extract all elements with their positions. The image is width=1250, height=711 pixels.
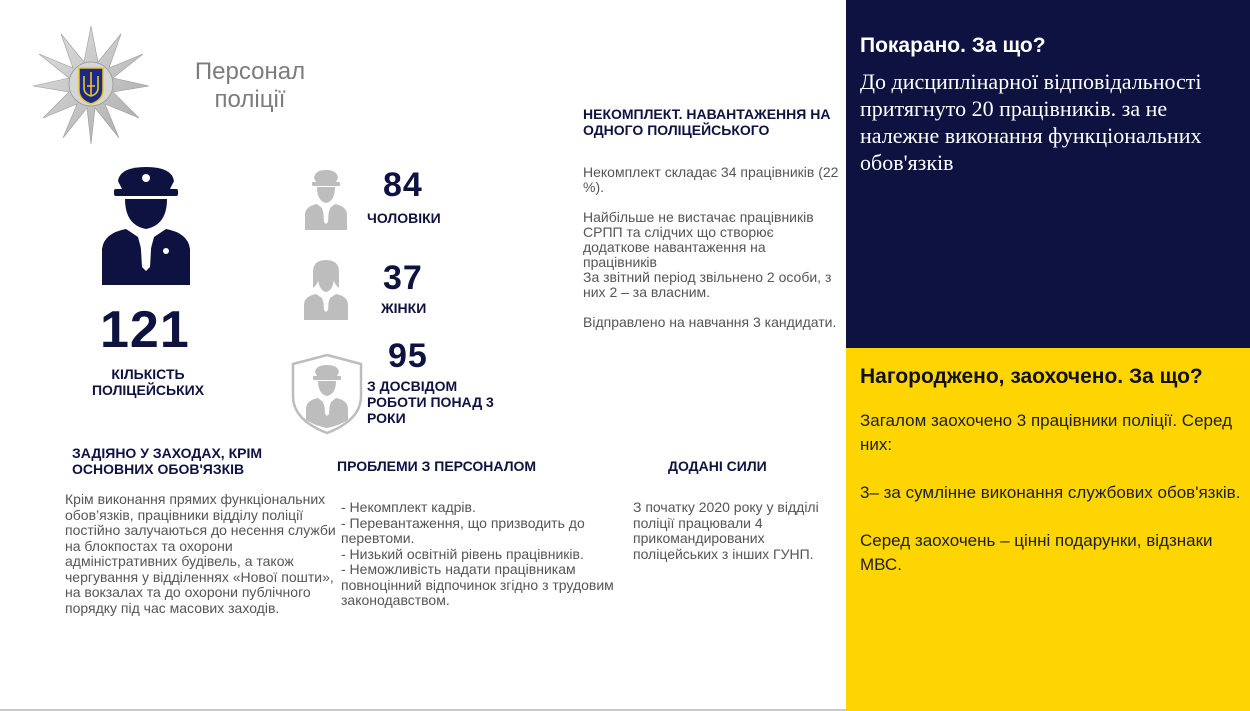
- total-label: КІЛЬКІСТЬ ПОЛІЦЕЙСЬКИХ: [91, 366, 205, 398]
- involved-title: ЗАДІЯНО У ЗАХОДАХ, КРІМ ОСНОВНИХ ОБОВ'ЯЗКІВ: [72, 445, 263, 477]
- female-officer-icon: [301, 258, 351, 320]
- police-officer-icon: [100, 163, 192, 285]
- men-count: 84: [383, 166, 423, 204]
- male-officer-icon: [303, 168, 349, 230]
- rewarded-spacer: [860, 457, 1245, 481]
- punished-text: До дисциплінарної відповідальності притягнуто 20 працівників. за не належне виконання функціональних обов'язків: [860, 69, 1202, 175]
- experience-count: 95: [388, 337, 428, 375]
- total-count: 121: [100, 301, 190, 359]
- understaffing-text: [583, 165, 841, 330]
- understaffing-p3: За звітний період звільнено 2 особи, з них 2 – за власним.: [583, 269, 832, 300]
- women-label: ЖІНКИ: [381, 300, 427, 316]
- understaffing-p1: Некомплект складає 34 працівників (22 %).: [583, 164, 839, 195]
- problems-title: ПРОБЛЕМИ З ПЕРСОНАЛОМ: [337, 458, 537, 474]
- rewarded-p1: Загалом заохочено 3 працівники поліції. Серед них:: [860, 411, 1232, 454]
- added-text: З початку 2020 року у відділі поліції працювали 4 прикомандированих поліцейських з інших ГУНП.: [633, 499, 819, 562]
- rewarded-p2: 3– за сумлінне виконання службових обов'язків.: [860, 483, 1241, 502]
- rewarded-text: [860, 409, 1245, 577]
- women-count: 37: [383, 259, 423, 297]
- understaffing-p4: Відправлено на навчання 3 кандидати.: [583, 314, 837, 330]
- page-title: Персонал поліції: [194, 58, 306, 113]
- involved-text: Крім виконання прямих функціональних обов’язків, працівники відділу поліції постійно залучаються до несення служби на блокпостах та охорони адміністративних будівель, а також чергування у відділеннях «Нової пошти», на вокзалах та до охорони публічного порядку під час масових заходів.: [65, 491, 336, 616]
- experience-label: З ДОСВІДОМ РОБОТИ ПОНАД 3 РОКИ: [367, 378, 494, 426]
- police-star-emblem-icon: [30, 24, 152, 144]
- officer-badge-icon: [290, 352, 364, 436]
- rewarded-spacer-2: [860, 505, 1245, 529]
- punished-title: Покарано. За що?: [860, 34, 1046, 57]
- rewarded-p3: Серед заохочень – цінні подарунки, відзнаки МВС.: [860, 531, 1213, 574]
- understaffing-p2: Найбільше не вистачає працівників СРПП та слідчих що створює додаткове навантаження на працівників: [583, 209, 814, 270]
- problem-item: - Низький освітній рівень працівників.: [341, 545, 584, 562]
- understaffing-title: НЕКОМПЛЕКТ. НАВАНТАЖЕННЯ НА ОДНОГО ПОЛІЦЕЙСЬКОГО: [583, 106, 831, 138]
- men-label: ЧОЛОВІКИ: [367, 210, 441, 226]
- problems-list: [341, 500, 626, 609]
- added-title: ДОДАНІ СИЛИ: [668, 458, 767, 474]
- problem-item: - Перевантаження, що призводить до перевтоми.: [341, 514, 585, 546]
- problem-item: - Некомплект кадрів.: [341, 499, 476, 515]
- rewarded-title: Нагороджено, заохочено. За що?: [860, 365, 1203, 388]
- problem-item: - Неможливість надати працівникам повноцінний відпочинок згідно з трудовим законодавством.: [341, 561, 614, 608]
